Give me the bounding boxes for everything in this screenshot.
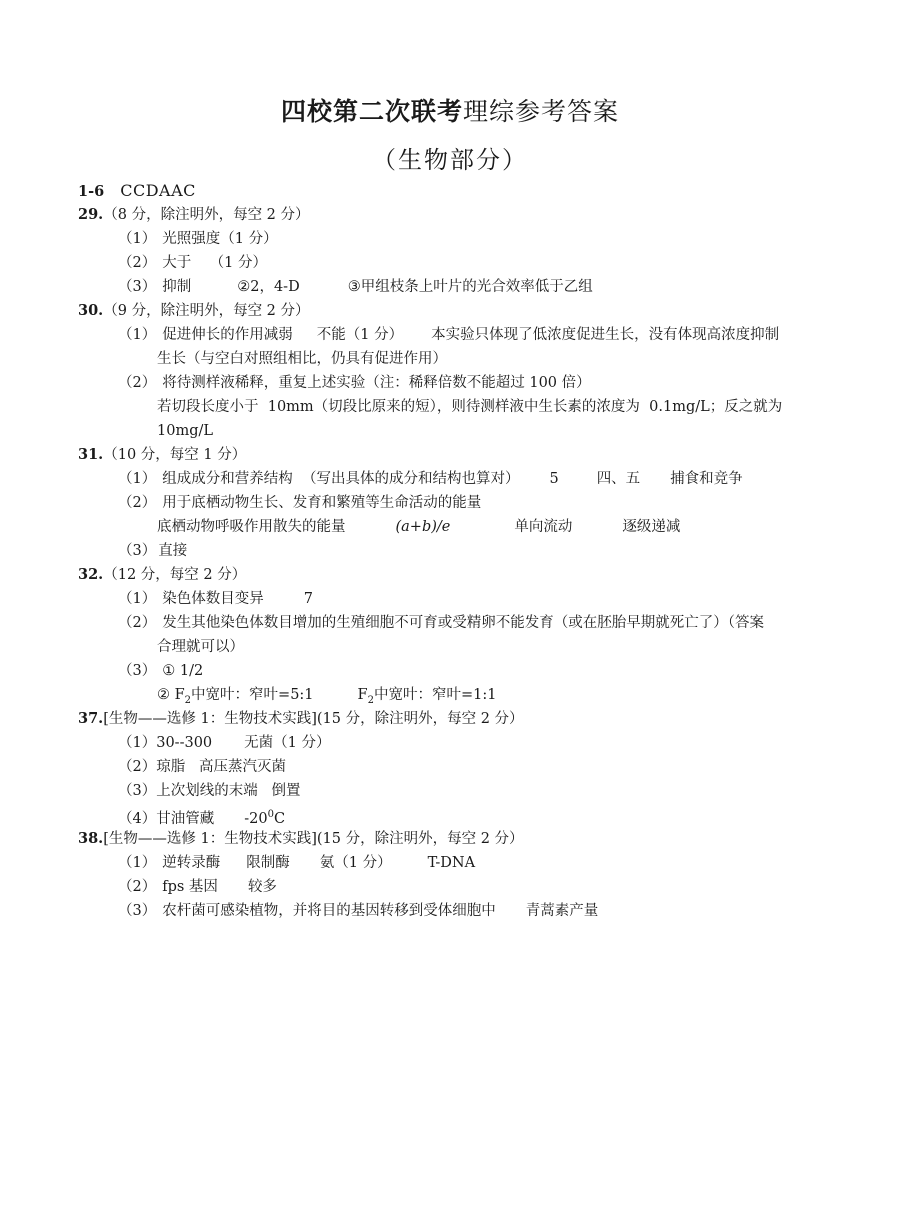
title-strong: 四校第二次联考 [280, 97, 463, 126]
q37-a4-part2b: C [273, 810, 286, 827]
q38-number: 38. [78, 830, 104, 847]
q32-a1-part2: 7 [303, 591, 313, 607]
q31-a1-part2: 5 [549, 471, 559, 487]
q37-answer-1 [118, 733, 331, 753]
q37-a1-label: （1） [118, 735, 157, 751]
q32-answer-2 [118, 613, 764, 633]
q30-a2-text: 将待测样液稀释，重复上述实验（注：稀释倍数不能超过 100 倍） [162, 375, 591, 391]
q31-a2-label: （2） [118, 495, 157, 511]
q29-note: （8 分，除注明外，每空 2 分） [103, 207, 310, 223]
q32-header [78, 565, 246, 585]
q38-header [78, 829, 524, 849]
q30-a1-part3: 本实验只体现了低浓度促进生长，没有体现高浓度抑制 [431, 327, 780, 343]
q29-a3-part1: 抑制 [162, 279, 192, 295]
q32-a1-label: （1） [118, 591, 157, 607]
q31-answer-3 [118, 541, 187, 561]
q31-answer-2-cont [157, 517, 680, 537]
q29-number: 29. [78, 206, 104, 223]
q32-a3-label: （3） [118, 663, 157, 679]
q1-6-answer: CCDAAC [120, 181, 196, 200]
q38-a1-label: （1） [118, 855, 157, 871]
title-rest: 理综参考答案 [463, 97, 620, 126]
q31-a1-part1: 组成成分和营养结构 （写出具体的成分和结构也算对） [162, 471, 520, 487]
q29-a3-part2: ②2，4-D [237, 279, 300, 295]
q31-a3-text: 直接 [158, 543, 188, 559]
q32-a2-text: 发生其他染色体数目增加的生殖细胞不可育或受精卵不能发育（或在胚胎早期就死亡了）（答案 [162, 615, 764, 631]
q31-a1-part4: 捕食和竞争 [670, 471, 743, 487]
q29-a2-text: 大于 （1 分） [162, 255, 268, 271]
q32-a3-c2-a: F [357, 687, 368, 703]
q29-a3-label: （3） [118, 279, 157, 295]
q1-6-number: 1-6 [78, 183, 105, 200]
q37-note: (15 分，除注明外，每空 2 分） [316, 711, 524, 727]
q32-answer-1 [118, 589, 313, 609]
q29-answer-1 [118, 229, 278, 249]
q32-a2-label: （2） [118, 615, 157, 631]
q38-a3-label: （3） [118, 903, 157, 919]
page-title [0, 92, 900, 128]
q31-answer-2 [118, 493, 481, 513]
q37-a3-text: 上次划线的末端 倒置 [156, 783, 301, 799]
q30-a2-label: （2） [118, 375, 157, 391]
q29-a3-part3: ③甲组枝条上叶片的光合效率低于乙组 [347, 279, 593, 295]
q38-a3-part2: 青蒿素产量 [525, 903, 599, 919]
q31-a2-cont-1: 底栖动物呼吸作用散失的能量 [157, 519, 346, 535]
q30-header [78, 301, 310, 321]
q38-a2-label: （2） [118, 879, 157, 895]
q29-a1-text: 光照强度（1 分） [162, 231, 278, 247]
q37-a1-part2: 无菌（1 分） [244, 735, 331, 751]
q38-answer-3 [118, 901, 598, 921]
q32-a3-c1-sub: 2 [184, 694, 192, 706]
q32-answer-3 [118, 661, 203, 681]
q32-a3-c2-sub: 2 [367, 694, 374, 706]
q31-a2-cont-4: 逐级递减 [622, 519, 681, 535]
q32-number: 32. [78, 566, 104, 583]
q32-a1-part1: 染色体数目变异 [162, 591, 264, 607]
q38-a1-part3: 氨（1 分） [319, 855, 392, 871]
q30-a1-part2: 不能（1 分） [316, 327, 404, 343]
q37-answer-3 [118, 781, 301, 801]
page-subtitle: （生物部分） [372, 146, 528, 174]
q37-topic: [生物——选修 1：生物技术实践] [103, 711, 317, 727]
q37-a4-label: （4） [118, 810, 157, 827]
q29-a1-label: （1） [118, 231, 157, 247]
q37-a4-part2a: -20 [244, 810, 268, 827]
q37-answer-2 [118, 757, 286, 777]
q30-note: （9 分，除注明外，每空 2 分） [103, 303, 310, 319]
q32-answer-2-cont: 合理就可以） [157, 639, 244, 655]
q32-answer-3-cont [157, 685, 496, 711]
q30-answer-1 [118, 325, 779, 345]
q37-a3-label: （3） [118, 783, 157, 799]
q30-answer-1-cont: 生长（与空白对照组相比，仍具有促进作用） [157, 351, 447, 367]
q31-note: （10 分，每空 1 分） [103, 447, 247, 463]
q31-a1-label: （1） [118, 471, 157, 487]
q29-header [78, 205, 310, 225]
q31-a1-part3: 四、五 [596, 471, 641, 487]
q37-a2-label: （2） [118, 759, 157, 775]
q38-a3-part1: 农杆菌可感染植物，并将目的基因转移到受体细胞中 [162, 903, 496, 919]
q31-a2-cont-2: (a+b)/e [395, 519, 451, 535]
q37-a4-part2-sup: 0 [267, 809, 274, 820]
q32-a3-c1-b: 中宽叶：窄叶=5:1 [191, 687, 314, 703]
q38-answer-1 [118, 853, 475, 873]
q38-note: (15 分，除注明外，每空 2 分） [316, 831, 524, 847]
q32-a3-c2-b: 中宽叶：窄叶=1:1 [373, 687, 497, 703]
q38-a1-part1: 逆转录酶 [162, 855, 221, 871]
q37-a1-part1: 30--300 [156, 735, 213, 751]
q30-answer-2 [118, 373, 591, 393]
q37-a4-part1: 甘油管藏 [156, 810, 215, 827]
q29-a2-label: （2） [118, 255, 157, 271]
q30-answer-2-cont2: 10mg/L [157, 423, 213, 439]
q38-a1-part4: T-DNA [427, 855, 476, 871]
q32-note: （12 分，每空 2 分） [103, 567, 247, 583]
q31-a2-text: 用于底栖动物生长、发育和繁殖等生命活动的能量 [162, 495, 482, 511]
q30-answer-2-cont1: 若切段长度小于 10mm（切段比原来的短），则待测样液中生长素的浓度为 0.1mg/L；反之就为 [157, 399, 783, 415]
q32-a3-c1-a: ② F [157, 687, 185, 703]
q31-number: 31. [78, 446, 104, 463]
q29-answer-2 [118, 253, 267, 273]
q37-answer-4 [118, 805, 285, 829]
q1-6-line [78, 181, 196, 202]
q31-a3-label: （3） [118, 543, 157, 559]
q38-a1-part2: 限制酶 [246, 855, 290, 871]
q37-header [78, 709, 524, 729]
q30-number: 30. [78, 302, 104, 319]
q32-a3-text: ① 1/2 [162, 663, 204, 679]
q37-a2-text: 琼脂 高压蒸汽灭菌 [156, 759, 287, 775]
q31-answer-1 [118, 469, 743, 489]
q30-a1-label: （1） [118, 327, 157, 343]
q38-topic: [生物——选修 1：生物技术实践] [103, 831, 317, 847]
q38-a2-part2: 较多 [247, 879, 277, 895]
q38-a2-part1: fps 基因 [162, 879, 218, 895]
q38-answer-2 [118, 877, 277, 897]
q31-a2-cont-3: 单向流动 [514, 519, 573, 535]
q30-a1-part1: 促进伸长的作用减弱 [162, 327, 293, 343]
q31-header [78, 445, 246, 465]
q29-answer-3 [118, 277, 593, 297]
q37-number: 37. [78, 710, 104, 727]
